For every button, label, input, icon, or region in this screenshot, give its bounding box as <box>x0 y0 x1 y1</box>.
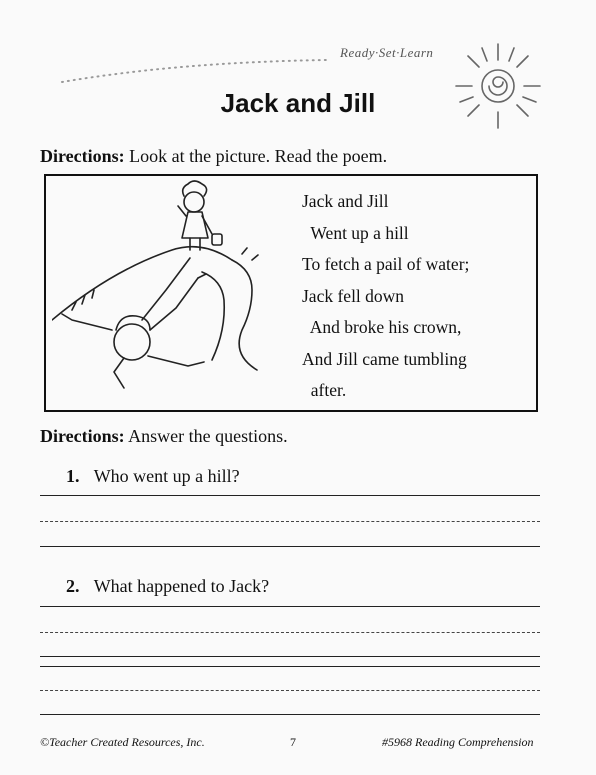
directions-label: Directions: <box>40 146 125 166</box>
footer-book-title: #5968 Reading Comprehension <box>382 735 534 749</box>
poem-line: Jack and Jill <box>302 191 389 211</box>
poem-line: To fetch a pail of water; <box>302 254 470 274</box>
answer-line[interactable] <box>40 495 540 496</box>
answer-line[interactable] <box>40 666 540 667</box>
question-number: 1. <box>66 466 80 486</box>
poem-line: And broke his crown, <box>302 317 462 337</box>
directions-label: Directions: <box>40 426 125 446</box>
question-2 <box>66 576 269 597</box>
directions-text: Answer the questions. <box>128 426 288 446</box>
question-text: What happened to Jack? <box>93 576 270 596</box>
poem-line: after. <box>302 380 347 400</box>
poem-text <box>302 186 469 407</box>
answer-guide-line <box>40 521 540 522</box>
answer-line[interactable] <box>40 714 540 715</box>
poem-line: And Jill came tumbling <box>302 348 467 369</box>
directions-read <box>40 146 387 167</box>
answer-guide-line <box>40 690 540 691</box>
answer-guide-line <box>40 632 540 633</box>
answer-line[interactable] <box>40 656 540 657</box>
directions-text: Look at the picture. Read the poem. <box>129 146 388 166</box>
question-text: Who went up a hill? <box>93 466 240 486</box>
answer-line[interactable] <box>40 606 540 607</box>
poem-line: Jack fell down <box>302 285 405 306</box>
poem-line: Went up a hill <box>302 222 409 243</box>
directions-answer <box>40 426 288 447</box>
question-1 <box>66 466 240 487</box>
footer-copyright: ©Teacher Created Resources, Inc. <box>40 735 205 749</box>
answer-line[interactable] <box>40 546 540 547</box>
page-title: Jack and Jill <box>220 88 376 118</box>
series-logo: Ready·Set·Learn <box>340 45 434 60</box>
sun-icon <box>448 36 548 136</box>
question-number: 2. <box>66 576 80 596</box>
footer-page-number: 7 <box>290 735 296 749</box>
jack-and-jill-illustration <box>52 180 292 406</box>
dotted-swoosh <box>60 52 330 88</box>
